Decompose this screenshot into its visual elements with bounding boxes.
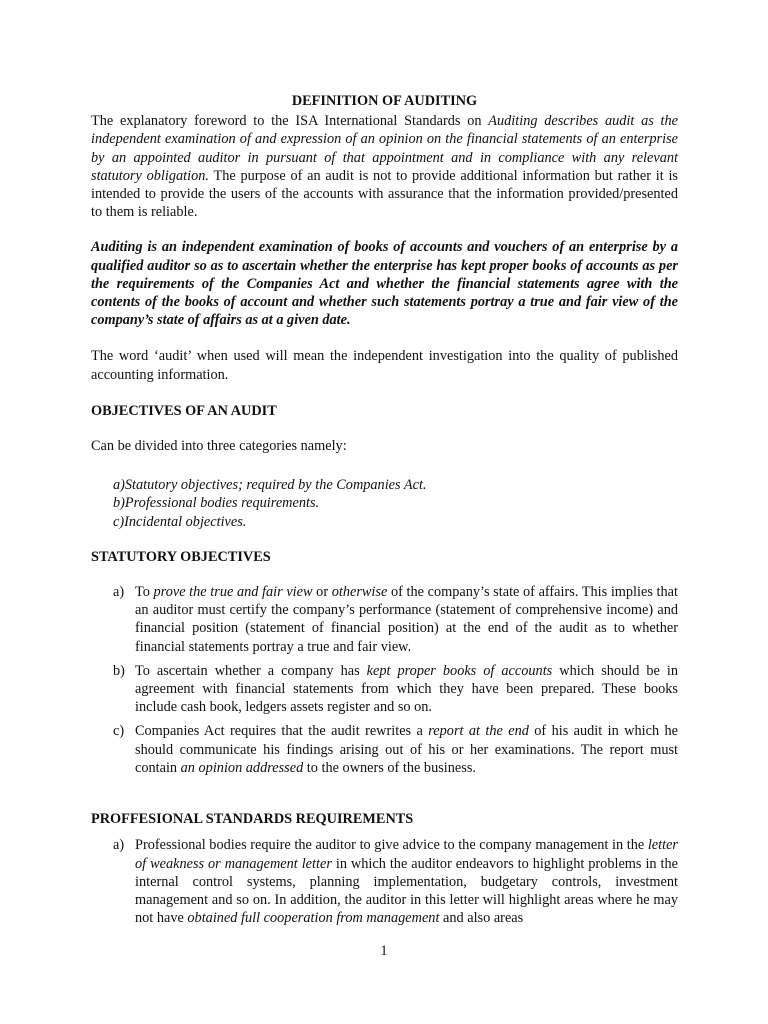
text-run: and also areas	[439, 910, 524, 927]
list-item: c)Incidental objectives.	[113, 513, 247, 530]
text-run: which should be in agreement with financial statements from which they have been prepared. These books include cash book, ledgers assets register and so on.	[135, 662, 678, 716]
intro-text-1: The explanatory foreword to the ISA International Standards on	[91, 113, 489, 130]
intro-paragraph	[91, 112, 678, 221]
professional-list	[91, 836, 678, 927]
page-number: 1	[380, 943, 388, 959]
intro-text-2: The purpose of an audit is not to provide additional information but rather it is intended to provide the users of the accounts with assurance that the information provided/presented to them is reliable.	[91, 167, 678, 221]
list-item-text	[135, 722, 678, 777]
list-item-text	[135, 583, 678, 656]
list-marker: b)	[113, 662, 125, 679]
objectives-list	[91, 476, 678, 531]
italic-run: letter of weakness or management letter	[135, 837, 678, 872]
text-run: Professional bodies require the auditor to give advice to the company management in the	[135, 837, 648, 854]
text-run: in which the auditor endeavors to highlight problems in the internal control systems, planning implementation, budgetary controls, investment management and so on. In addition, the auditor in this letter will highlight areas where he may not have	[135, 855, 678, 927]
document-page	[91, 92, 678, 927]
statutory-heading: STATUTORY OBJECTIVES	[91, 548, 271, 565]
italic-run: obtained full cooperation from management	[187, 910, 440, 927]
list-marker: a)	[113, 584, 125, 601]
audit-word-paragraph: The word ‘audit’ when used will mean the independent investigation into the quality of published accounting information.	[91, 348, 678, 383]
italic-run: prove the true and fair view	[153, 584, 313, 601]
list-item	[91, 722, 678, 777]
list-marker: a)	[113, 837, 125, 854]
italic-run: an opinion addressed	[180, 759, 304, 776]
text-run: of the company’s state of affairs. This implies that an auditor must certify the company’s performance (statement of comprehensive income) and financial position (statement of financial position) at the end of the audit as to whether financial statements portray a true and fair view.	[135, 584, 678, 655]
list-item-text	[135, 662, 678, 717]
text-run: To ascertain whether a company has	[135, 662, 367, 679]
objectives-heading: OBJECTIVES OF AN AUDIT	[91, 402, 277, 419]
objectives-intro: Can be divided into three categories namely:	[91, 438, 347, 455]
text-run: to the owners of the business.	[303, 759, 476, 776]
list-item-text	[135, 836, 678, 927]
page-title: DEFINITION OF AUDITING	[291, 93, 478, 109]
text-run: Companies Act requires that the audit rewrites a	[135, 723, 429, 740]
intro-italic: Auditing describes audit as the independent examination of and expression of an opinion on the financial statements of an enterprise by an appointed auditor in pursuant of that appointment and in compliance with any relevant statutory obligation.	[91, 113, 679, 184]
definition-paragraph: Auditing is an independent examination of books of accounts and vouchers of an enterprise by a qualified auditor so as to ascertain whether the enterprise has kept proper books of accounts as per the requirements of the Companies Act and whether the financial statements agree with the contents of the books of account and whether such statements portray a true and fair view of the company’s state of affairs as at a given date.	[91, 239, 678, 329]
text-run: or	[312, 584, 332, 601]
professional-heading: PROFFESIONAL STANDARDS REQUIREMENTS	[91, 811, 414, 828]
statutory-list	[91, 583, 678, 777]
list-item	[91, 836, 678, 927]
italic-run: kept proper books of accounts	[366, 662, 553, 679]
list-item: a)Statutory objectives; required by the Companies Act.	[113, 477, 427, 494]
text-run: of his audit in which he should communicate his findings arising out of his or her examinations. The report must contain	[135, 723, 678, 776]
list-item: b)Professional bodies requirements.	[113, 495, 320, 512]
italic-run: report at the end	[428, 723, 529, 740]
list-item	[91, 583, 678, 656]
italic-run: otherwise	[331, 584, 388, 601]
text-run: To	[135, 584, 154, 601]
list-item	[91, 662, 678, 717]
list-marker: c)	[113, 723, 125, 740]
